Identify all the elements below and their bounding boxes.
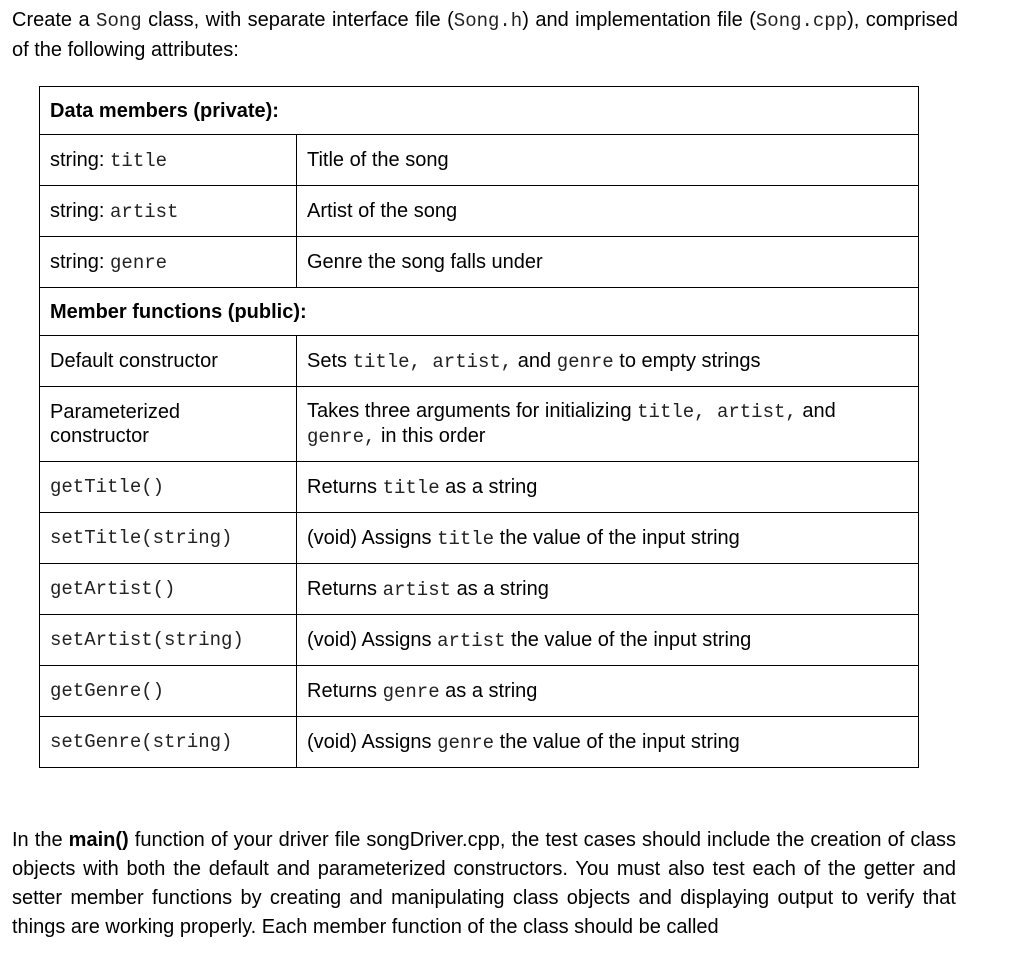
- function-signature: getArtist(): [40, 564, 297, 615]
- intro-text: Create a: [12, 9, 97, 31]
- intro-text: class, with separate interface file (: [141, 9, 454, 31]
- header-file-code: Song.h: [453, 10, 523, 32]
- function-signature: setArtist(string): [40, 615, 297, 666]
- data-member-desc: Genre the song falls under: [297, 237, 919, 288]
- function-desc: Sets title, artist, and genre to empty strings: [297, 336, 919, 387]
- function-signature: Default constructor: [40, 336, 297, 387]
- function-desc: (void) Assigns genre the value of the input string: [297, 717, 919, 768]
- function-desc: Takes three arguments for initializing title, artist, and genre, in this order: [297, 387, 919, 462]
- data-member-type: string: title: [40, 135, 297, 186]
- impl-file-code: Song.cpp: [755, 10, 848, 32]
- member-function-row: [40, 336, 919, 387]
- function-signature: getTitle(): [40, 462, 297, 513]
- function-desc: (void) Assigns artist the value of the input string: [297, 615, 919, 666]
- intro-text: ) and implementation file (: [522, 9, 756, 31]
- function-desc: (void) Assigns title the value of the input string: [297, 513, 919, 564]
- data-member-name: title: [110, 149, 168, 172]
- class-name-code: Song: [96, 10, 142, 32]
- member-function-row: [40, 462, 919, 513]
- function-desc: Returns artist as a string: [297, 564, 919, 615]
- function-signature: getGenre(): [40, 666, 297, 717]
- member-functions-header: Member functions (public):: [40, 288, 919, 336]
- member-function-row: [40, 615, 919, 666]
- data-member-type: string: artist: [40, 186, 297, 237]
- data-member-name: genre: [110, 251, 168, 274]
- intro-paragraph: [12, 6, 958, 65]
- member-function-row: [40, 513, 919, 564]
- data-member-row: [40, 135, 919, 186]
- data-member-type: string: genre: [40, 237, 297, 288]
- data-member-row: [40, 237, 919, 288]
- data-members-header: Data members (private):: [40, 87, 919, 135]
- function-desc: Returns title as a string: [297, 462, 919, 513]
- member-function-row: [40, 387, 919, 462]
- function-signature: setTitle(string): [40, 513, 297, 564]
- function-signature: setGenre(string): [40, 717, 297, 768]
- data-member-name: artist: [110, 200, 179, 223]
- main-function-bold: main(): [68, 829, 129, 851]
- class-spec-table: [39, 86, 919, 768]
- function-signature: Parameterized constructor: [40, 387, 297, 462]
- intro-text: ), comprised of the following attributes:: [12, 9, 959, 61]
- data-member-desc: Title of the song: [297, 135, 919, 186]
- data-member-desc: Artist of the song: [297, 186, 919, 237]
- data-member-row: [40, 186, 919, 237]
- member-function-row: [40, 564, 919, 615]
- section-header-row: [40, 87, 919, 135]
- member-function-row: [40, 717, 919, 768]
- member-function-row: [40, 666, 919, 717]
- instructions-paragraph: In the main() function of your driver file songDriver.cpp, the test cases should include the creation of class objects with both the default and parameterized constructors. You must also test each of the getter and setter member functions by creating and manipulating class objects and displaying output to verify that things are working properly. Each member function of the class should be called: [12, 829, 956, 938]
- section-header-row: [40, 288, 919, 336]
- function-desc: Returns genre as a string: [297, 666, 919, 717]
